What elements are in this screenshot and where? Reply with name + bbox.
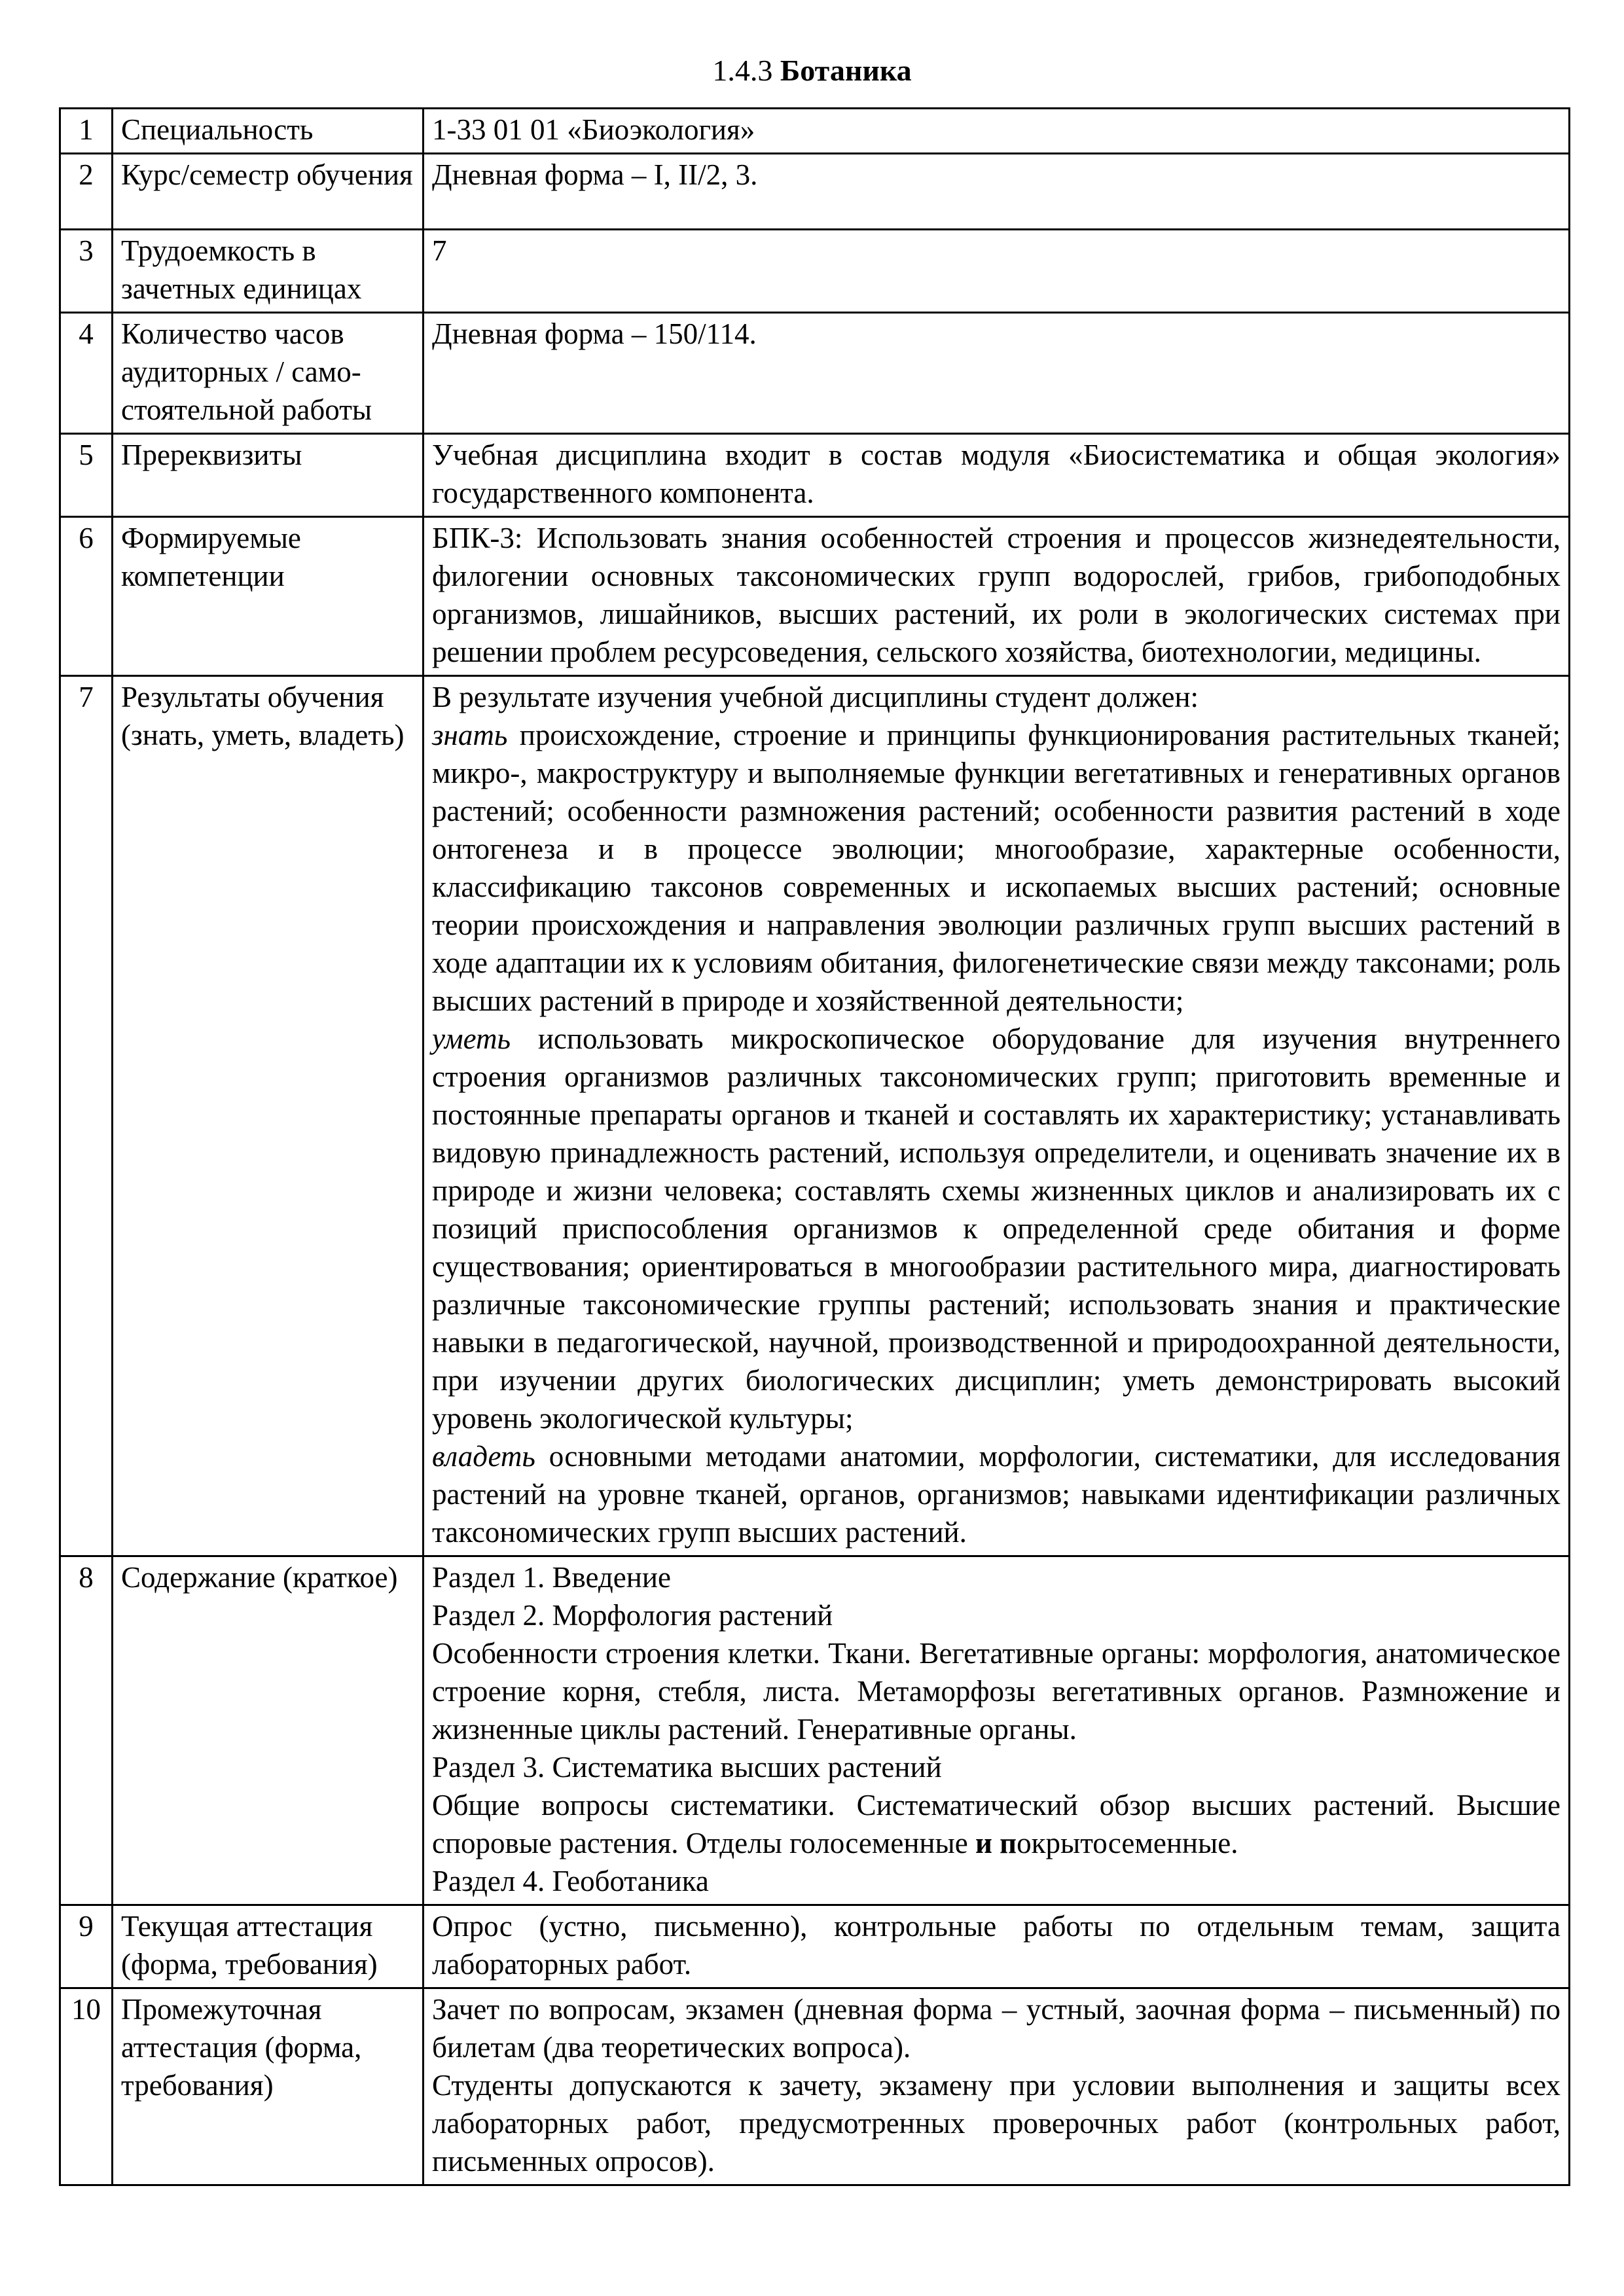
row-content: Опрос (устно, письменно), контрольные работы по отдельным темам, защита лабораторных работ. <box>424 1905 1570 1988</box>
row-number: 1 <box>60 109 113 154</box>
section-3-bold: и п <box>975 1827 1017 1859</box>
row-number: 5 <box>60 434 113 517</box>
row-label: Специальность <box>113 109 424 154</box>
row-label: Количество часов аудиторных / само-стоятельной работы <box>113 313 424 434</box>
outcomes-own <box>432 1437 1561 1551</box>
own-text: основными методами анатомии, морфологии, систематики, для исследования растений на уровне тканей, органов, организмов; навыками идентификации различных таксономических групп высших растений. <box>432 1440 1561 1549</box>
row-label: Пререквизиты <box>113 434 424 517</box>
outcomes-can <box>432 1020 1561 1437</box>
table-row <box>60 1905 1570 1988</box>
table-row <box>60 434 1570 517</box>
competence-text: БПК-3: Использовать знания особенностей строения и процессов жизнедеятельности, филогении основных таксономических групп водорослей, грибов, грибоподобных организмов, лишайников, высших растений, их роли в экологических системах при решении проблем ресурсоведения, сельского хозяйства, биотехнологии, медицины. <box>424 517 1570 676</box>
row-content: Учебная дисциплина входит в состав модуля «Биосистематика и общая экология» государственного компонента. <box>424 434 1570 517</box>
can-keyword: уметь <box>432 1022 511 1055</box>
section-2-text: Особенности строения клетки. Ткани. Вегетативные органы: морфология, анатомическое строение корня, стебля, листа. Метаморфозы вегетативных органов. Размножение и жизненные циклы растений. Генеративные органы. <box>432 1637 1561 1746</box>
page-title <box>0 51 1624 90</box>
row-label: Текущая аттестация (форма, требования) <box>113 1905 424 1988</box>
row-number: 10 <box>60 1988 113 2185</box>
row-content: 1-33 01 01 «Биоэкология» <box>424 109 1570 154</box>
course-content <box>424 1556 1570 1905</box>
section-3-text-a: Общие вопросы систематики. Систематический обзор высших растений. Высшие споровые растения. Отделы голосеменные <box>432 1789 1561 1859</box>
discipline-name: Ботаника <box>780 54 912 87</box>
row-label: Формируемые компетенции <box>113 517 424 676</box>
row-label: Курс/семестр обучения <box>113 154 424 230</box>
row-label: Промежуточная аттестация (форма, требования) <box>113 1988 424 2185</box>
row-content: 7 <box>424 230 1570 313</box>
row-number: 4 <box>60 313 113 434</box>
section-2-heading: Раздел 2. Морфология растений <box>432 1599 833 1632</box>
outcomes-know <box>432 716 1561 1020</box>
learning-outcomes <box>424 676 1570 1556</box>
row-number: 9 <box>60 1905 113 1988</box>
row-number: 2 <box>60 154 113 230</box>
assessment-paragraph-1: Зачет по вопросам, экзамен (дневная форма – устный, заочная форма – письменный) по билетам (два теоретических вопроса). <box>432 1993 1561 2064</box>
section-number: 1.4.3 <box>712 54 773 87</box>
section-3-heading: Раздел 3. Систематика высших растений <box>432 1751 942 1784</box>
section-3-text <box>432 1786 1561 1862</box>
section-3-text-b: окрытосеменные. <box>1017 1827 1238 1859</box>
table-row <box>60 517 1570 676</box>
can-text: использовать микроскопическое оборудование для изучения внутреннего строения организмов различных таксономических групп; приготовить временные и постоянные препараты органов и тканей и составлять их характеристику; устанавливать видовую принадлежность растений, используя определители, и оценивать значение их в природе и жизни человека; составлять схемы жизненных циклов и анализировать их с позиций приспособления организмов к определенной среде обитания и форме существования; ориентироваться в многообразии растительного мира, диагностировать различные таксономические группы растений; использовать знания и практические навыки в педагогической, научной, производственной и природоохранной деятельности, при изучении других биологических дисциплин; уметь демонстрировать высокий уровень экологической культуры; <box>432 1022 1561 1435</box>
outcomes-intro: В результате изучения учебной дисциплины студент должен: <box>432 681 1199 713</box>
table-row <box>60 1988 1570 2185</box>
row-number: 7 <box>60 676 113 1556</box>
assessment-content <box>424 1988 1570 2185</box>
table-row <box>60 109 1570 154</box>
row-number: 3 <box>60 230 113 313</box>
know-text: происхождение, строение и принципы функционирования растительных тканей; микро-, макроструктуру и выполняемые функции вегетативных и генеративных органов растений; особенности размножения растений; особенности развития растений в ходе онтогенеза и в процессе эволюции; многообразие, характерные особенности, классификацию таксонов современных и ископаемых высших растений; основные теории происхождения и направления эволюции различных групп высших растений в ходе адаптации их к условиям обитания, филогенетические связи между таксонами; роль высших растений в природе и хозяйственной деятельности; <box>432 719 1561 1017</box>
table-row <box>60 313 1570 434</box>
row-content: Дневная форма – 150/114. <box>424 313 1570 434</box>
know-keyword: знать <box>432 719 508 751</box>
table-row <box>60 676 1570 1556</box>
table-row <box>60 230 1570 313</box>
row-number: 6 <box>60 517 113 676</box>
row-label: Результаты обучения (знать, уметь, владеть) <box>113 676 424 1556</box>
table-row <box>60 154 1570 230</box>
row-content: Дневная форма – I, II/2, 3. <box>424 154 1570 230</box>
section-4-heading: Раздел 4. Геоботаника <box>432 1865 709 1897</box>
row-label: Содержание (краткое) <box>113 1556 424 1905</box>
section-1-heading: Раздел 1. Введение <box>432 1561 671 1594</box>
table-row <box>60 1556 1570 1905</box>
row-label: Трудоемкость в зачетных единицах <box>113 230 424 313</box>
assessment-paragraph-2: Студенты допускаются к зачету, экзамену при условии выполнения и защиты всех лабораторных работ, предусмотренных проверочных работ (контрольных работ, письменных опросов). <box>432 2069 1561 2178</box>
row-number: 8 <box>60 1556 113 1905</box>
discipline-table <box>59 107 1570 2186</box>
own-keyword: владеть <box>432 1440 535 1473</box>
